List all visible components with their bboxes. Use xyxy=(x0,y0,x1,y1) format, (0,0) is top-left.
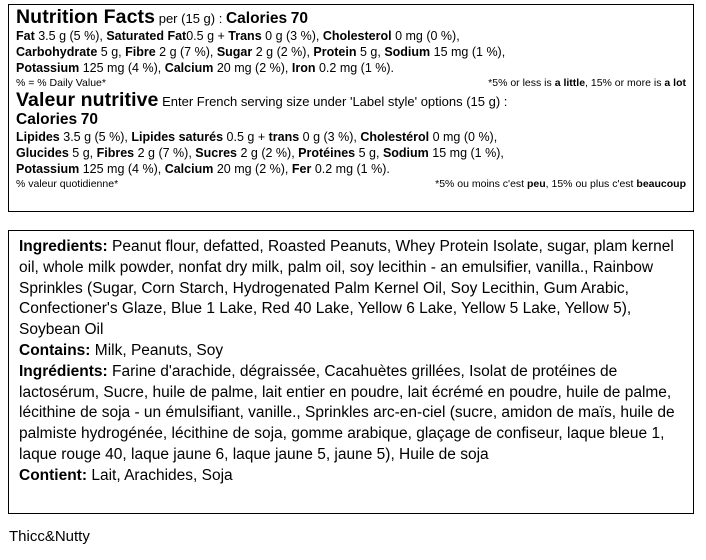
nf-fr-dv-left: % valeur quotidienne* xyxy=(16,178,119,190)
nf-fr-potassium-value: 125 mg (4 %), xyxy=(82,162,162,176)
nf-en-dv-footnote xyxy=(16,76,686,90)
nf-en-per: per xyxy=(158,11,178,26)
nf-fr-iron-label: Fer xyxy=(291,162,312,176)
nf-fr-fat-label: Lipides xyxy=(16,130,60,144)
nf-en-trans-label: Trans xyxy=(228,29,262,43)
nf-fr-sodium-label: Sodium xyxy=(382,146,429,160)
contains-fr xyxy=(19,466,683,487)
nf-fr-protein-value: 5 g, xyxy=(358,146,380,160)
nf-en-calories-value: 70 xyxy=(290,10,308,27)
nf-fr-protein-label: Protéines xyxy=(298,146,356,160)
nf-en-calcium-label: Calcium xyxy=(164,61,214,75)
nf-en-carb-value: 5 g, xyxy=(100,45,122,59)
nf-en-chol-value: 0 mg (0 %), xyxy=(395,29,460,43)
nf-fr-calcium-label: Calcium xyxy=(164,162,214,176)
nf-fr-fibre-label: Fibres xyxy=(96,146,135,160)
nf-fr-calories xyxy=(16,111,686,129)
nf-fr-calories-value: 70 xyxy=(80,111,99,128)
nf-en-dv-right-d: a lot xyxy=(664,77,686,89)
nf-en-row-1 xyxy=(16,28,686,44)
nf-en-potassium-value: 125 mg (4 %), xyxy=(82,61,162,75)
nf-en-trans-value: 0 g (3 %), xyxy=(265,29,320,43)
nf-fr-row-3 xyxy=(16,161,686,177)
nf-en-carb-label: Carbohydrate xyxy=(16,45,98,59)
nf-fr-iron-value: 0.2 mg (1 %). xyxy=(314,162,390,176)
ingredients-fr xyxy=(19,362,683,466)
nf-en-row-2 xyxy=(16,44,686,60)
nf-en-potassium-label: Potassium xyxy=(16,61,80,75)
nf-fr-trans-label: trans xyxy=(268,130,300,144)
nf-fr-dv-right-b: peu xyxy=(527,178,546,190)
nf-fr-dv-right-c: , 15% ou plus c'est xyxy=(545,178,634,190)
nf-fr-satfat-value: 0.5 g + xyxy=(226,130,266,144)
contains-fr-text: Lait, Arachides, Soja xyxy=(91,466,233,484)
nf-en-sodium-value: 15 mg (1 %), xyxy=(433,45,506,59)
nf-en-title: Nutrition Facts xyxy=(16,6,156,28)
nf-en-sodium-label: Sodium xyxy=(384,45,431,59)
nf-fr-chol-label: Cholestérol xyxy=(360,130,430,144)
ingredients-panel xyxy=(8,230,694,514)
nf-fr-serving: Enter French serving size under 'Label style' options (15 g) : xyxy=(162,94,508,109)
nf-fr-fat-value: 3.5 g (5 %), xyxy=(63,130,128,144)
nf-en-row-3 xyxy=(16,60,686,76)
nutrition-facts-panel xyxy=(8,4,694,212)
nf-en-header xyxy=(16,8,686,28)
nf-en-calories-label: Calories xyxy=(225,10,288,27)
nf-en-sugar-label: Sugar xyxy=(216,45,253,59)
nf-en-fat-value: 3.5 g (5 %), xyxy=(38,29,103,43)
nf-en-satfat-value: 0.5 g + xyxy=(186,29,225,43)
nf-en-serving: (15 g) : xyxy=(181,11,223,26)
nf-fr-fibre-value: 2 g (7 %), xyxy=(137,146,192,160)
nf-fr-trans-value: 0 g (3 %), xyxy=(302,130,357,144)
contains-en xyxy=(19,341,683,362)
nf-en-satfat-label: Saturated Fat xyxy=(106,29,187,43)
nf-en-dv-right xyxy=(488,76,686,90)
contains-en-text: Milk, Peanuts, Soy xyxy=(94,341,224,359)
brand-name: Thicc&Nutty xyxy=(9,528,90,545)
contains-fr-label: Contient: xyxy=(19,466,88,484)
nf-en-dv-right-c: , 15% or more is xyxy=(585,77,662,89)
nf-fr-dv-right xyxy=(435,177,686,191)
ingredients-fr-text: Farine d'arachide, dégraissée, Cacahuètes grillées, Isolat de protéines de lactosérum, Sucre, huile de palme, lait entier en poudre, lait écrémé en poudre, huile de palme, lécithine de soja - un émulsifiant, vanille., Sprinkles arc-en-ciel (sucre, amidon de maïs, huile de palmiste hydrogénée, lécithine de soja, gomme arabique, glaçage de confiseur, laque bleue 1, laque rouge 40, laque jaune 6, laque jaune 5, jaune 5), Huile de soja xyxy=(19,362,675,463)
nf-en-dv-right-a: *5% or less is xyxy=(488,77,552,89)
ingredients-en-text: Peanut flour, defatted, Roasted Peanuts, Whey Protein Isolate, sugar, plam kernel oil, whole milk powder, nonfat dry milk, palm oil, soy lecithin - an emulsifier, vanilla., Rainbow Sprinkles (Sugar, Corn Starch, Hydrogenated Palm Kernel Oil, Soy Lecithin, Gum Arabic, Confectioner's Glaze, Blue 1 Lake, Red 40 Lake, Yellow 6 Lake, Yellow 5 Lake, Yellow 5), Soybean Oil xyxy=(19,238,674,339)
nf-fr-row-2 xyxy=(16,145,686,161)
nf-en-fibre-label: Fibre xyxy=(125,45,156,59)
nf-en-iron-label: Iron xyxy=(291,61,316,75)
contains-en-label: Contains: xyxy=(19,341,91,359)
nf-en-chol-label: Cholesterol xyxy=(322,29,392,43)
nf-fr-calcium-value: 20 mg (2 %), xyxy=(216,162,289,176)
nf-fr-title: Valeur nutritive xyxy=(16,89,159,111)
nf-fr-sodium-value: 15 mg (1 %), xyxy=(432,146,504,160)
nf-fr-satfat-label: Lipides saturés xyxy=(131,130,224,144)
nf-en-fibre-value: 2 g (7 %), xyxy=(159,45,214,59)
nf-en-iron-value: 0.2 mg (1 %). xyxy=(318,61,394,75)
nf-fr-dv-right-a: *5% ou moins c'est xyxy=(435,178,525,190)
nf-en-sugar-value: 2 g (2 %), xyxy=(255,45,310,59)
nf-fr-sugar-value: 2 g (2 %), xyxy=(240,146,295,160)
nf-fr-dv-right-d: beaucoup xyxy=(636,178,686,190)
nf-en-fat-label: Fat xyxy=(16,29,35,43)
nf-fr-sugar-label: Sucres xyxy=(195,146,237,160)
nf-fr-carb-value: 5 g, xyxy=(72,146,94,160)
nf-fr-carb-label: Glucides xyxy=(16,146,69,160)
nf-en-dv-left: % = % Daily Value* xyxy=(16,77,106,89)
ingredients-fr-label: Ingrédients: xyxy=(19,362,108,380)
nf-en-protein-value: 5 g, xyxy=(359,45,381,59)
nf-fr-potassium-label: Potassium xyxy=(16,162,80,176)
ingredients-en xyxy=(19,237,683,341)
nf-en-dv-right-b: a little xyxy=(554,77,586,89)
nf-fr-row-1 xyxy=(16,129,686,145)
ingredients-en-label: Ingredients: xyxy=(19,238,108,255)
nf-fr-header xyxy=(16,91,686,111)
nf-en-protein-label: Protein xyxy=(313,45,357,59)
nf-fr-calories-label: Calories xyxy=(16,111,78,128)
nf-en-calcium-value: 20 mg (2 %), xyxy=(216,61,289,75)
nf-fr-chol-value: 0 mg (0 %), xyxy=(432,130,498,144)
nf-fr-dv-footnote xyxy=(16,177,686,191)
